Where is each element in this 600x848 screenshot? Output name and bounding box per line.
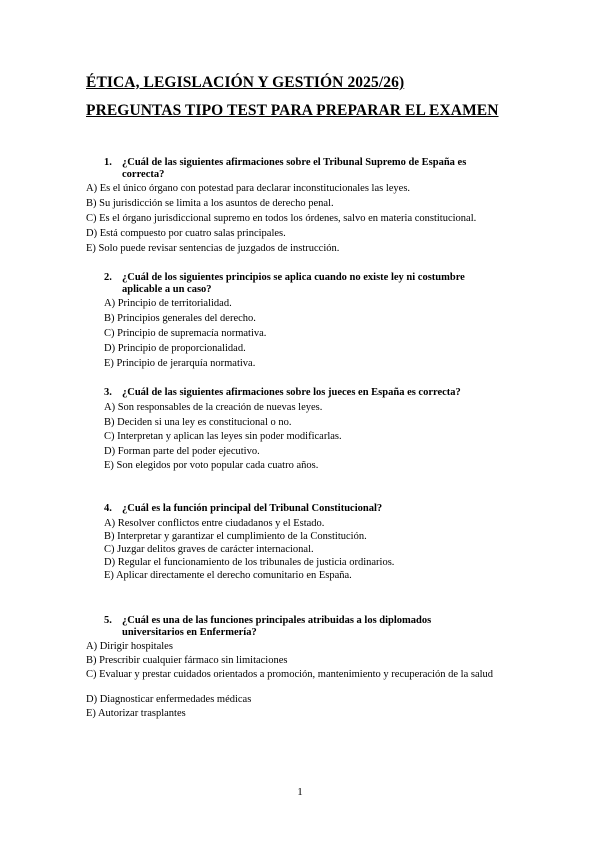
option-1d: D) Está compuesto por cuatro salas principales. <box>86 228 286 239</box>
document-subtitle: PREGUNTAS TIPO TEST PARA PREPARAR EL EXAMEN <box>86 102 499 119</box>
option-1c: C) Es el órgano jurisdiccional supremo en todos los órdenes, salvo en materia constitucional. <box>86 213 477 224</box>
question-number: 4. <box>104 503 112 514</box>
option-1a: A) Es el único órgano con potestad para declarar inconstitucionales las leyes. <box>86 183 411 194</box>
option-2b: B) Principios generales del derecho. <box>104 313 256 324</box>
option-1e: E) Solo puede revisar sentencias de juzgados de instrucción. <box>86 243 340 254</box>
question-number: 5. <box>104 615 112 626</box>
option-3d: D) Forman parte del poder ejecutivo. <box>104 446 260 457</box>
option-5e: E) Autorizar trasplantes <box>86 708 186 719</box>
option-4b: B) Interpretar y garantizar el cumplimiento de la Constitución. <box>104 531 367 542</box>
option-1b: B) Su jurisdicción se limita a los asuntos de derecho penal. <box>86 198 334 209</box>
question-text: ¿Cuál de las siguientes afirmaciones sobre los jueces en España es correcta? <box>122 387 461 398</box>
document-title: ÉTICA, LEGISLACIÓN Y GESTIÓN 2025/26) <box>86 74 405 91</box>
option-3e: E) Son elegidos por voto popular cada cuatro años. <box>104 460 319 471</box>
question-number: 3. <box>104 387 112 398</box>
option-5a: A) Dirigir hospitales <box>86 641 173 652</box>
option-2d: D) Principio de proporcionalidad. <box>104 343 246 354</box>
option-2c: C) Principio de supremacía normativa. <box>104 328 267 339</box>
option-3b: B) Deciden si una ley es constitucional o no. <box>104 417 292 428</box>
option-4d: D) Regular el funcionamiento de los tribunales de justicia ordinarios. <box>104 557 395 568</box>
option-2e: E) Principio de jerarquía normativa. <box>104 358 256 369</box>
question-text: ¿Cuál es una de las funciones principales atribuidas a los diplomados universitarios en Enfermería? <box>122 615 432 638</box>
option-5d: D) Diagnosticar enfermedades médicas <box>86 694 252 705</box>
option-3a: A) Son responsables de la creación de nuevas leyes. <box>104 402 323 413</box>
option-5b: B) Prescribir cualquier fármaco sin limitaciones <box>86 655 288 666</box>
question-number: 1. <box>104 157 112 168</box>
question-text: ¿Cuál de las siguientes afirmaciones sobre el Tribunal Supremo de España es correcta? <box>122 157 467 180</box>
option-4a: A) Resolver conflictos entre ciudadanos y el Estado. <box>104 518 325 529</box>
question-text: ¿Cuál es la función principal del Tribunal Constitucional? <box>122 503 383 514</box>
question-text: ¿Cuál de los siguientes principios se aplica cuando no existe ley ni costumbre aplicable a un caso? <box>122 272 465 295</box>
option-4c: C) Juzgar delitos graves de carácter internacional. <box>104 544 314 555</box>
page-number: 1 <box>297 786 303 798</box>
option-3c: C) Interpretan y aplican las leyes sin poder modificarlas. <box>104 431 342 442</box>
option-4e: E) Aplicar directamente el derecho comunitario en España. <box>104 570 352 581</box>
option-2a: A) Principio de territorialidad. <box>104 298 232 309</box>
question-number: 2. <box>104 272 112 283</box>
option-5c: C) Evaluar y prestar cuidados orientados a promoción, mantenimiento y recuperación de la salud <box>86 669 494 680</box>
